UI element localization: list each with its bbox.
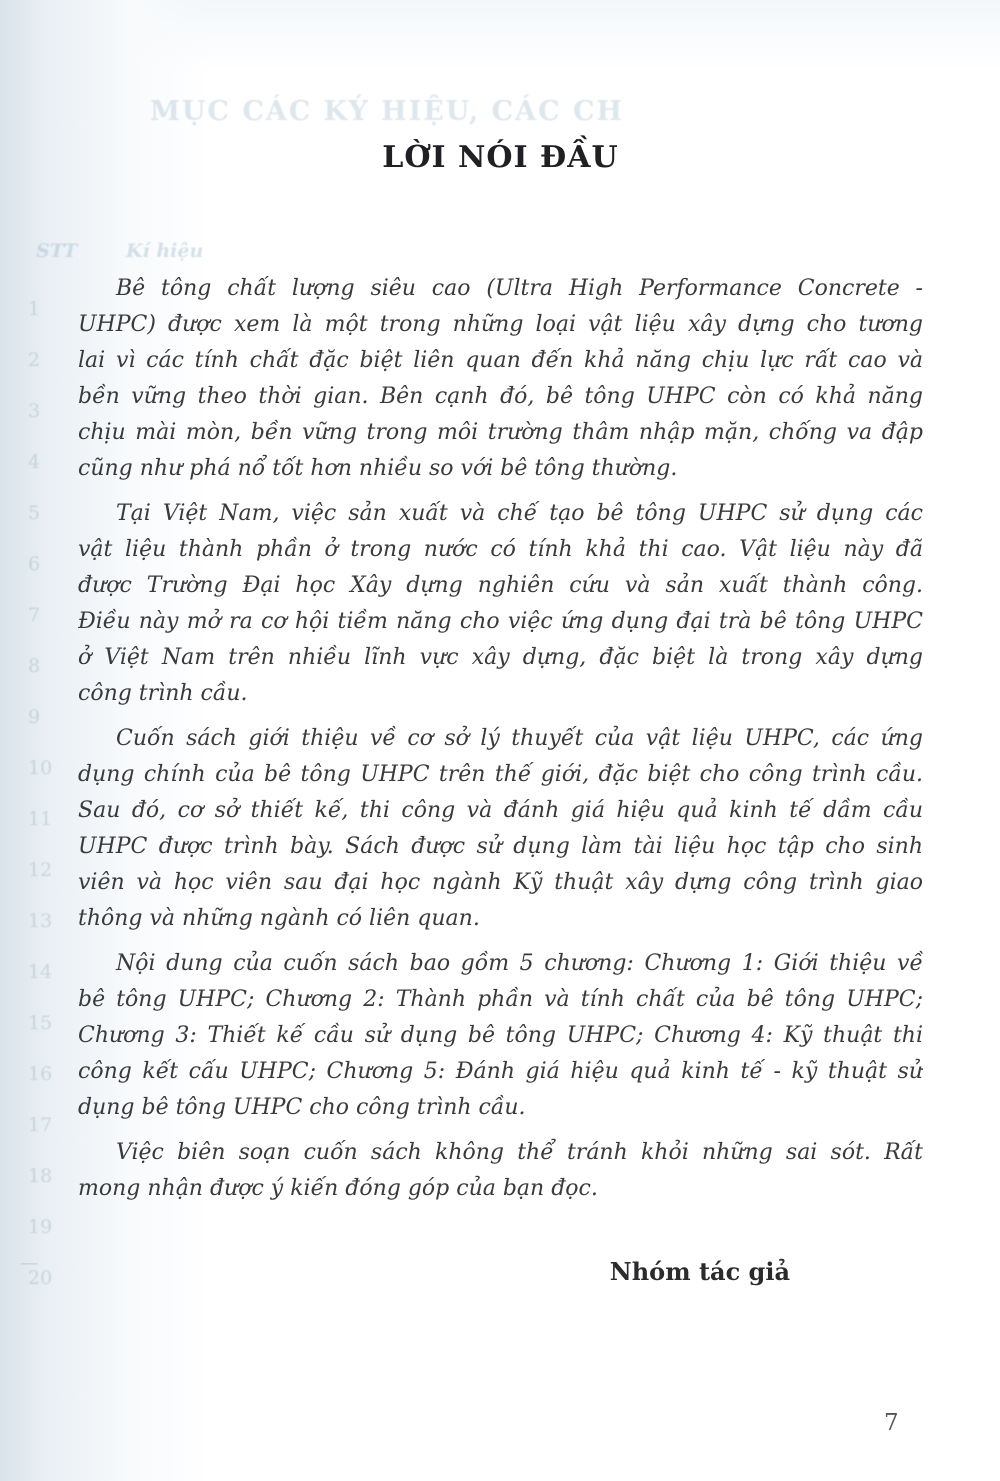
text-line: chịu mài mòn, bền vững trong môi trường thâm nhập mặn, chống va đập <box>78 420 923 445</box>
ghost-row-number: 18 <box>28 1165 53 1187</box>
page-number: 7 <box>884 1410 899 1436</box>
text-line: bê tông UHPC; Chương 2: Thành phần và tính chất của bê tông UHPC; <box>78 987 923 1012</box>
paragraph <box>78 1135 923 1207</box>
ghost-row-number: 17 <box>28 1114 53 1136</box>
text-line: UHPC) được xem là một trong những loại vật liệu xây dựng cho tương <box>78 312 923 337</box>
ghost-row-number: 12 <box>28 859 53 881</box>
text-line: Chương 3: Thiết kế cầu sử dụng bê tông UHPC; Chương 4: Kỹ thuật thi <box>78 1023 923 1048</box>
ghost-row-number: 19 <box>28 1216 53 1238</box>
text-line: Điều này mở ra cơ hội tiềm năng cho việc ứng dụng đại trà bê tông UHPC <box>78 609 923 634</box>
ghost-row-number: 6 <box>28 553 41 575</box>
ghost-row-number: 11 <box>28 808 53 830</box>
ghost-dash: — <box>20 1252 39 1274</box>
text-line: vật liệu thành phần ở trong nước có tính khả thi cao. Vật liệu này đã <box>78 537 923 562</box>
ghost-row-number: 5 <box>28 502 41 524</box>
ghost-row-number: 13 <box>28 910 53 932</box>
text-line: bền vững theo thời gian. Bên cạnh đó, bê tông UHPC còn có khả năng <box>78 384 923 409</box>
ghost-row-number: 9 <box>28 706 41 728</box>
text-line: Nội dung của cuốn sách bao gồm 5 chương: Chương 1: Giới thiệu về <box>116 951 923 976</box>
ghost-row-number: 3 <box>28 400 41 422</box>
paragraph <box>78 496 923 712</box>
paragraph <box>78 721 923 937</box>
paragraph <box>78 271 923 487</box>
text-line: dụng bê tông UHPC cho công trình cầu. <box>78 1095 526 1120</box>
text-line: Sau đó, cơ sở thiết kế, thi công và đánh giá hiệu quả kinh tế dầm cầu <box>78 798 923 823</box>
ghost-row-number: 10 <box>28 757 53 779</box>
text-line: cũng như phá nổ tốt hơn nhiều so với bê tông thường. <box>78 456 678 481</box>
preface-body <box>78 271 923 1207</box>
text-line: Bê tông chất lượng siêu cao (Ultra High Performance Concrete - <box>116 276 923 301</box>
ghost-table-header-stt: STT <box>36 240 78 262</box>
text-line: Tại Việt Nam, việc sản xuất và chế tạo bê tông UHPC sử dụng các <box>116 501 923 526</box>
author-signature: Nhóm tác giả <box>609 1257 790 1286</box>
ghost-row-number: 1 <box>28 298 41 320</box>
text-line: được Trường Đại học Xây dựng nghiên cứu và sản xuất thành công. <box>78 573 923 598</box>
text-line: ở Việt Nam trên nhiều lĩnh vực xây dựng, đặc biệt là trong xây dựng <box>78 645 923 670</box>
text-line: công trình cầu. <box>78 681 248 706</box>
ghost-reverse-page-heading: MỤC CÁC KÝ HIỆU, CÁC CH <box>150 96 624 127</box>
ghost-row-number: 2 <box>28 349 41 371</box>
ghost-row-number: 20 <box>28 1267 53 1289</box>
paragraph <box>78 946 923 1126</box>
ghost-row-number: 15 <box>28 1012 53 1034</box>
ghost-table-header-kihieu: Kí hiệu <box>126 240 204 262</box>
text-line: UHPC được trình bày. Sách được sử dụng làm tài liệu học tập cho sinh <box>78 834 923 859</box>
text-line: thông và những ngành có liên quan. <box>78 906 480 931</box>
ghost-row-number: 4 <box>28 451 41 473</box>
text-line: viên và học viên sau đại học ngành Kỹ thuật xây dựng công trình giao <box>78 870 923 895</box>
page-content <box>78 0 923 1286</box>
page-title: LỜI NÓI ĐẦU <box>382 140 619 175</box>
text-line: mong nhận được ý kiến đóng góp của bạn đọc. <box>78 1176 598 1201</box>
ghost-row-number: 14 <box>28 961 53 983</box>
ghost-row-number: 7 <box>28 604 41 626</box>
text-line: Việc biên soạn cuốn sách không thể tránh khỏi những sai sót. Rất <box>116 1140 923 1165</box>
text-line: Cuốn sách giới thiệu về cơ sở lý thuyết của vật liệu UHPC, các ứng <box>116 726 923 751</box>
text-line: công kết cấu UHPC; Chương 5: Đánh giá hiệu quả kinh tế - kỹ thuật sử <box>78 1059 923 1084</box>
text-line: lai vì các tính chất đặc biệt liên quan đến khả năng chịu lực rất cao và <box>78 348 923 373</box>
text-line: dụng chính của bê tông UHPC trên thế giới, đặc biệt cho công trình cầu. <box>78 762 923 787</box>
ghost-row-number: 16 <box>28 1063 53 1085</box>
ghost-row-number: 8 <box>28 655 41 677</box>
